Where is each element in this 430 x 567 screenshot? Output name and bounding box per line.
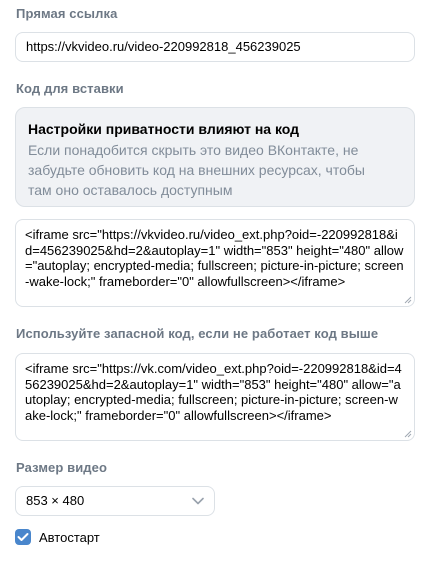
- privacy-notice: [15, 107, 415, 207]
- direct-link-field[interactable]: https://vkvideo.ru/video-220992818_456239025: [15, 32, 415, 62]
- video-size-label: Размер видео: [16, 460, 108, 475]
- fallback-code-label: Используйте запасной код, если не работает код выше: [16, 326, 379, 341]
- embed-code-label: Код для вставки: [16, 81, 124, 96]
- fallback-code-text: <iframe src="https://vk.com/video_ext.php?oid=-220992818&id=456239025&hd=2&autoplay=1" width="853" height="480" allow="autoplay; encrypted-media; fullscreen; picture-in-picture; screen-wake-lock;" frameborder="0" allowfullscreen></iframe>: [25, 361, 402, 423]
- video-size-value: 853 × 480: [26, 493, 85, 508]
- embed-code-textarea[interactable]: [15, 219, 415, 307]
- autostart-label: Автостарт: [39, 529, 100, 545]
- privacy-notice-title: Настройки приватности влияют на код: [28, 121, 300, 137]
- checkmark-icon: [17, 532, 29, 542]
- resize-grip-icon[interactable]: [403, 429, 412, 438]
- embed-code-text: <iframe src="https://vkvideo.ru/video_ext.php?oid=-220992818&id=456239025&hd=2&autoplay=1" width="853" height="480" allow="autoplay; encrypted-media; fullscreen; picture-in-picture; screen-wake-lock;" frameborder="0" allowfullscreen></iframe>: [25, 227, 404, 289]
- autostart-checkbox-row[interactable]: [15, 528, 100, 546]
- direct-link-label: Прямая ссылка: [16, 6, 118, 21]
- resize-grip-icon[interactable]: [403, 295, 412, 304]
- autostart-checkbox[interactable]: [15, 529, 31, 545]
- chevron-down-icon: [192, 497, 204, 505]
- fallback-code-textarea[interactable]: [15, 353, 415, 441]
- privacy-notice-text: Если понадобится скрыть это видео ВКонтакте, не забудьте обновить код на внешних ресурсах, чтобы там оно оставалось доступным: [28, 142, 365, 198]
- video-size-select[interactable]: [15, 486, 215, 516]
